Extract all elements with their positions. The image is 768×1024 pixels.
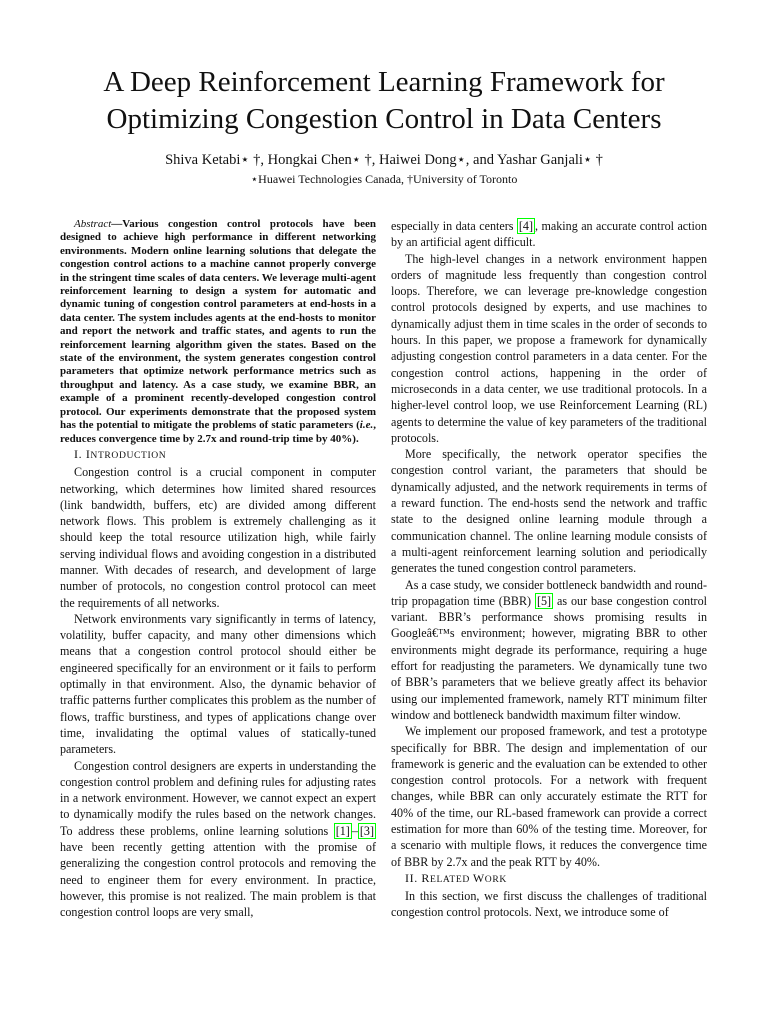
related-mid: ELATED (430, 873, 473, 885)
related-rest: ORK (484, 873, 507, 885)
section-heading-related-work (391, 870, 707, 888)
paper-title (40, 64, 728, 138)
left-column (60, 218, 376, 921)
citation-dash: – (351, 823, 358, 838)
intro-paragraph-3 (60, 758, 376, 921)
title-line-2: Optimizing Congestion Control in Data Centers (106, 103, 662, 135)
intro-p3-text-a: Congestion control designers are experts in understanding the congestion control problem and defining rules for adjusting rates in a network environment. However, we cannot expect an expert to dynamically modify the rules based on the network changes. To address these problems, online learning solutions (60, 758, 376, 838)
abstract-text-2: , reduces convergence time by 2.7x and round-trip time by 40%). (60, 419, 376, 445)
affiliations: ⋆Huawei Technologies Canada, †University of Toronto (250, 172, 518, 186)
intro-paragraph-1: Congestion control is a crucial component in computer networking, which determines how limited shared resources (link bandwidth, buffers, etc) are divided among different network flows. This problem is extremely challenging as it should keep the total resource utilization high, while fairly serving individual flows and avoiding congestion in a distributed manner. With decades of research, and development of large number of protocols, no congestion control protocol can meet the requirements of all networks. (60, 465, 376, 610)
related-first-letter-2: W (472, 870, 485, 885)
abstract-ie: i.e. (359, 419, 374, 432)
intro-paragraph-continued (391, 218, 707, 251)
intro-number: I. (74, 446, 83, 461)
intro-paragraph-6: More specifically, the network operator specifies the congestion control variant, the parameters that should be dynamically adjusted, and the network requirements in terms of a reward function. The end-hosts send the network and traffic state to the designed online learning module through a communication channel. The online learning module consists of a multi-agent reinforcement learning solution and periodically generates the tuned congestion control parameters. (391, 447, 707, 576)
intro-p4-text-b: , making an accurate control action by an artificial agent difficult. (391, 219, 707, 250)
title-line-1: A Deep Reinforcement Learning Framework for (103, 66, 665, 98)
citation-link-5[interactable]: [5] (536, 593, 552, 608)
related-number: II. (405, 870, 418, 885)
intro-paragraph-5: The high-level changes in a network environment happen orders of magnitude less frequently than congestion control loops. Therefore, we can leverage pre-knowledge congestion control protocols designed by experts, and use machines to dynamically adjust them in time scales in the order of seconds to hours. In this paper, we propose a framework for dynamically adjusting congestion control parameters in a data center. For the congestion control actions, happening in the order of microseconds in a data center, we use traditional protocols. In a higher-level control loop, we use Reinforcement Learning (RL) agents to determine the value of key parameters of the traditional protocols. (391, 251, 707, 445)
intro-paragraph-2: Network environments vary significantly in terms of latency, volatility, buffer capacity, and many other dimensions which means that a congestion control protocol should either be engineered specifically for an environment or it fails to perform optimally in that environment. Also, the dynamic behavior of traffic patterns further complicates this problem as the number of flows, traffic burstiness, and types of applications change over time, invalidating the optimal values of statically-tuned parameters. (60, 611, 376, 757)
intro-p4-text-a: especially in data centers (391, 219, 517, 233)
intro-p7-text-a: As a case study, we consider bottleneck bandwidth and round-trip propagation time (BBR) (391, 577, 707, 608)
citation-link-3[interactable]: [3] (359, 823, 374, 838)
intro-first-letter: I (85, 446, 91, 461)
intro-paragraph-8: We implement our proposed framework, and test a prototype specifically for BBR. The design and implementation of our framework is generic and the evaluation can be extended to other congestion control protocols. For a network with frequent changes, while BBR can only accurately estimate the RTT for 40% of the time, our RL-based framework can provide a correct estimation for more than 60% of the testing time. Moreover, for a scenario with multiple flows, it reduces the convergence time of BBR by 2.7x and the peak RTT by 40%. (391, 724, 707, 869)
abstract-lead: Abstract (74, 218, 112, 230)
right-column (391, 218, 707, 921)
related-first-letter: R (421, 870, 431, 885)
related-paragraph-1: In this section, we first discuss the challenges of traditional congestion control protocols. Next, we introduce some of (391, 889, 707, 920)
intro-paragraph-7 (391, 577, 707, 724)
abstract (60, 218, 376, 446)
intro-p3-text-b: have been recently getting attention with the promise of generalizing the congestion control protocols and removing the need to engineer them for every environment. In practice, however, this promise is not realized. The main problem is that congestion control loops are very small, (60, 840, 376, 920)
abstract-text-1: —Various congestion control protocols have been designed to achieve high performance in different networking environments. Modern online learning solutions that delegate the congestion control actions to a machine cannot properly converge in the stringent time scales of data centers. We leverage multi-agent reinforcement learning to design a system for automatic and dynamic tuning of congestion control parameters at end-hosts in a data center. The system includes agents at the end-hosts to monitor and report the network and traffic states, and agents to run the reinforcement learning algorithm given the states. Based on the state of the environment, the system generates congestion control parameters that optimize network performance metrics such as throughput and latency. As a case study, we examine BBR, an example of a prominent recently-developed congestion control protocol. Our experiments demonstrate that the proposed system has the potential to mitigate the problems of static parameters ( (60, 218, 376, 432)
author-list: Shiva Ketabi⋆ †, Hongkai Chen⋆ †, Haiwei Dong⋆, and Yashar Ganjali⋆ † (165, 152, 603, 168)
intro-p7-text-b: as our base congestion control variant. BBR’s performance shows promising results in Googleâ€™s environment; however, migrating BBR to other environments might degrade its performance, requiring a huge effort for readjusting the parameters. We dynamically tune two of BBR’s parameters that we believe greatly affect its behavior using our implemented framework, namely RTT minimum filter window and bottleneck bandwidth maximum filter window. (391, 593, 707, 722)
intro-rest: NTRODUCTION (90, 449, 167, 461)
section-heading-introduction (60, 446, 376, 464)
citation-link-1[interactable]: [1] (335, 823, 350, 838)
citation-link-4[interactable]: [4] (518, 219, 534, 233)
